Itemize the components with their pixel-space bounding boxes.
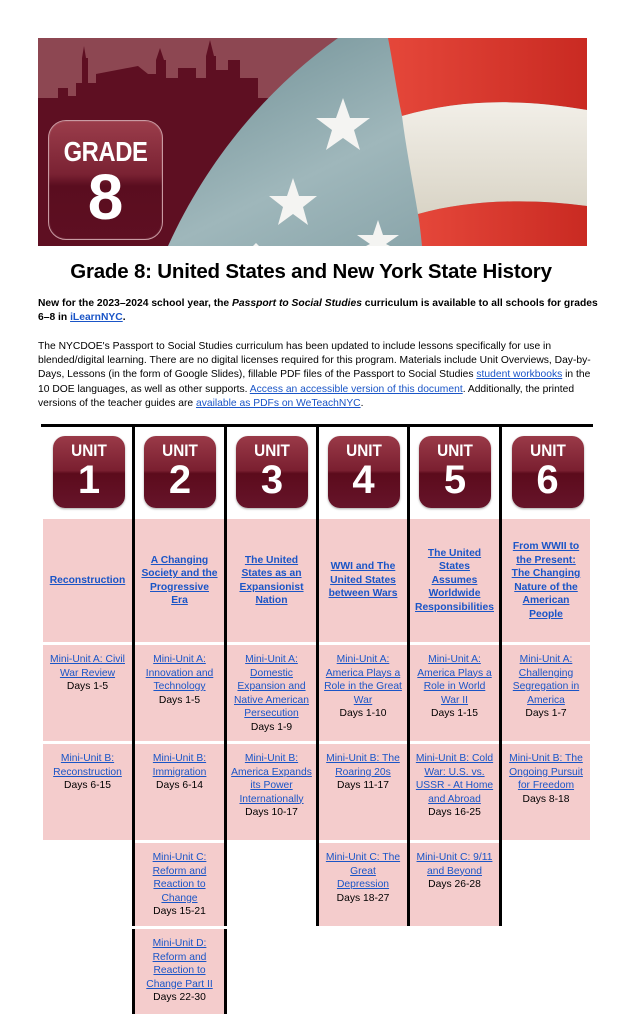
mini-unit-days: Days 26-28 bbox=[428, 879, 481, 890]
unit-5-badge bbox=[419, 436, 491, 508]
unit-3-title-link[interactable]: The United States as an Expansionist Nation bbox=[239, 554, 304, 606]
accessible-version-link[interactable]: Access an accessible version of this document bbox=[249, 383, 463, 395]
grade-badge bbox=[48, 120, 163, 240]
unit-3-badge bbox=[236, 436, 308, 508]
mini-unit-link[interactable]: Mini-Unit A: Challenging Segregation in America bbox=[512, 654, 580, 706]
unit-number: 4 bbox=[352, 458, 375, 502]
mini-unit-days: Days 1-9 bbox=[250, 721, 293, 733]
page-title: Grade 8: United States and New York State History bbox=[70, 260, 552, 283]
mini-unit-days: Days 6-14 bbox=[156, 780, 203, 791]
intro-text: New for the 2023–2024 school year, the bbox=[38, 298, 233, 309]
mini-unit-link[interactable]: Mini-Unit D: Reform and Reaction to Change Part II bbox=[146, 938, 213, 990]
unit-2-title-link[interactable]: A Changing Society and the Progressive Era bbox=[141, 554, 218, 606]
unit-label: UNIT bbox=[529, 441, 566, 460]
mini-unit-cell bbox=[135, 843, 224, 926]
mini-unit-days: Days 16-25 bbox=[428, 807, 481, 818]
unit-6-title-link[interactable]: From WWII to the Present: The Changing Nature of the American People bbox=[511, 541, 581, 620]
mini-unit-days: Days 1-5 bbox=[158, 694, 201, 706]
grade-label: GRADE bbox=[63, 136, 148, 167]
mini-unit-cell bbox=[410, 843, 499, 926]
mini-unit-link[interactable]: Mini-Unit A: Domestic Expansion and Native American Persecution bbox=[234, 654, 309, 719]
intro-text: curriculum is available to all schools for grades 6–8 in bbox=[38, 298, 598, 324]
unit-label: UNIT bbox=[71, 441, 107, 460]
unit-title-cell bbox=[410, 519, 499, 642]
mini-unit-days: Days 11-17 bbox=[337, 780, 389, 791]
mini-unit-link[interactable]: Mini-Unit B: Reconstruction bbox=[53, 753, 122, 778]
mini-unit-cell bbox=[43, 645, 132, 741]
mini-unit-link[interactable]: Mini-Unit C: 9/11 and Beyond bbox=[416, 852, 493, 877]
intro-italic: Passport to Social Studies bbox=[232, 298, 362, 309]
column-divider bbox=[224, 843, 227, 926]
mini-unit-cell bbox=[319, 744, 407, 840]
mini-unit-days: Days 10-17 bbox=[245, 807, 298, 818]
mini-unit-days: Days 1-7 bbox=[525, 708, 567, 719]
unit-number: 2 bbox=[168, 458, 192, 502]
unit-number: 3 bbox=[260, 458, 284, 502]
unit-label: UNIT bbox=[437, 441, 473, 460]
mini-unit-days: Days 8-18 bbox=[522, 793, 570, 805]
column-divider bbox=[499, 843, 502, 926]
body-text: The NYCDOE's Passport to Social Studies curriculum has been updated to include lessons specifically for use in blended/digital learning. There are no digital licenses required for this program. Materials include Unit Overviews, Day-by-Days, Lessons (in the form of Google Slides), fillable PDF files of the Passport to Social Studies bbox=[38, 341, 591, 381]
unit-title-cell bbox=[502, 519, 590, 642]
unit-4-badge bbox=[328, 436, 400, 508]
unit-2-badge bbox=[144, 436, 216, 508]
unit-label: UNIT bbox=[162, 441, 198, 460]
unit-1-badge bbox=[53, 436, 125, 508]
unit-1-title-link[interactable]: Reconstruction bbox=[49, 574, 126, 586]
unit-6-badge bbox=[512, 436, 584, 508]
mini-unit-cell bbox=[410, 744, 499, 840]
unit-label: UNIT bbox=[254, 441, 290, 460]
mini-unit-cell bbox=[502, 744, 590, 840]
mini-unit-link[interactable]: Mini-Unit C: The Great Depression bbox=[325, 852, 401, 890]
unit-5-title-link[interactable]: The United States Assumes Worldwide Responsibilities bbox=[415, 547, 494, 613]
mini-unit-link[interactable]: Mini-Unit A: America Plays a Role in the Great War bbox=[324, 654, 402, 706]
mini-unit-link[interactable]: Mini-Unit B: Immigration bbox=[152, 753, 207, 778]
mini-unit-cell bbox=[227, 744, 316, 840]
body-text: . bbox=[360, 397, 364, 409]
mini-unit-cell bbox=[135, 929, 224, 1014]
mini-unit-link[interactable]: Mini-Unit A: Innovation and Technology bbox=[145, 654, 214, 692]
mini-unit-link[interactable]: Mini-Unit A: America Plays a Role in World War II bbox=[417, 654, 492, 706]
grade-number: 8 bbox=[87, 161, 124, 233]
unit-label: UNIT bbox=[345, 441, 382, 460]
mini-unit-cell bbox=[502, 645, 590, 741]
mini-unit-cell bbox=[319, 645, 407, 741]
mini-unit-days: Days 6-15 bbox=[64, 780, 111, 791]
description-paragraph bbox=[38, 340, 598, 411]
grade-banner bbox=[38, 38, 587, 246]
mini-unit-cell bbox=[227, 645, 316, 741]
intro-text: . bbox=[122, 312, 126, 324]
unit-number: 1 bbox=[77, 458, 101, 502]
unit-number: 5 bbox=[443, 458, 467, 502]
mini-unit-link[interactable]: Mini-Unit B: America Expands its Power Internationally bbox=[231, 753, 312, 805]
mini-unit-link[interactable]: Mini-Unit A: Civil War Review bbox=[50, 654, 125, 679]
mini-unit-days: Days 1-10 bbox=[339, 708, 387, 719]
unit-title-cell bbox=[43, 519, 132, 642]
mini-unit-link[interactable]: Mini-Unit B: The Ongoing Pursuit for Freedom bbox=[509, 753, 583, 791]
body-text: in the 10 DOE languages, as well as other supports. bbox=[38, 369, 591, 395]
mini-unit-days: Days 18-27 bbox=[336, 892, 390, 904]
weteachnyc-pdfs-link[interactable]: available as PDFs on WeTeachNYC bbox=[195, 397, 361, 409]
unit-number: 6 bbox=[536, 458, 559, 502]
unit-title-cell bbox=[319, 519, 407, 642]
mini-unit-link[interactable]: Mini-Unit B: The Roaring 20s bbox=[326, 753, 400, 778]
mini-unit-cell bbox=[135, 645, 224, 741]
mini-unit-link[interactable]: Mini-Unit C: Reform and Reaction to Change bbox=[152, 852, 207, 904]
intro-paragraph bbox=[38, 297, 598, 325]
body-text: . Additionally, the printed versions of the teacher guides are bbox=[38, 383, 575, 409]
mini-unit-cell bbox=[43, 744, 132, 840]
mini-unit-days: Days 1-5 bbox=[66, 681, 109, 692]
mini-unit-cell bbox=[410, 645, 499, 741]
mini-unit-link[interactable]: Mini-Unit B: Cold War: U.S. vs. USSR - At Home and Abroad bbox=[415, 753, 494, 805]
mini-unit-days: Days 1-15 bbox=[431, 708, 478, 719]
mini-unit-days: Days 15-21 bbox=[153, 906, 206, 917]
unit-4-title-link[interactable]: WWI and The United States between Wars bbox=[328, 561, 398, 600]
ilearnnyc-link[interactable]: iLearnNYC bbox=[70, 312, 123, 324]
mini-unit-cell bbox=[135, 744, 224, 840]
column-divider bbox=[224, 929, 227, 1014]
mini-unit-days: Days 22-30 bbox=[153, 992, 206, 1003]
unit-title-cell bbox=[227, 519, 316, 642]
student-workbooks-link[interactable]: student workbooks bbox=[476, 369, 563, 381]
mini-unit-cell bbox=[319, 843, 407, 926]
unit-title-cell bbox=[135, 519, 224, 642]
